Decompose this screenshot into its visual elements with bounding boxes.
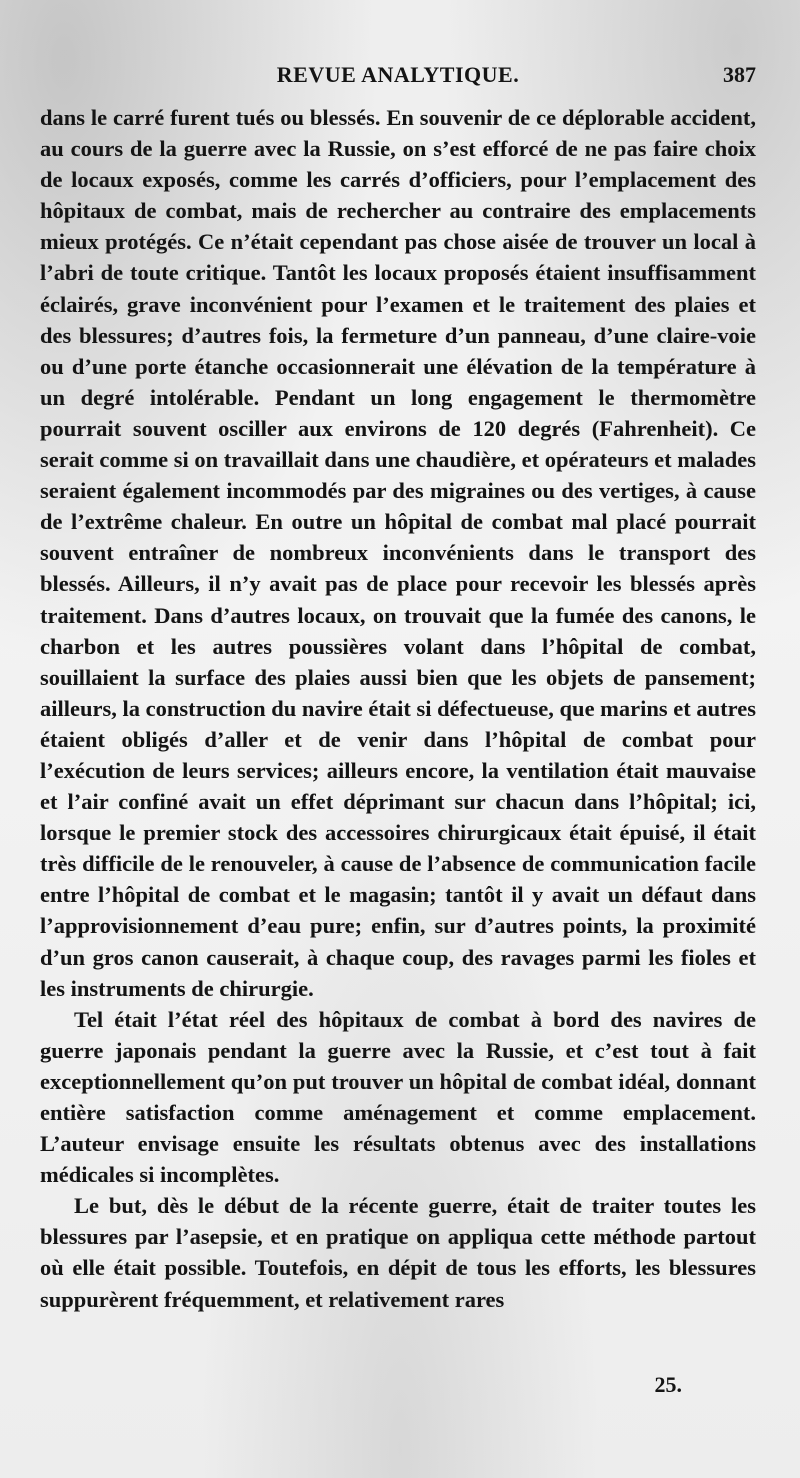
- paragraph-3: Le but, dès le début de la récente guerre, était de traiter toutes les blessures par l’asepsie, et en pratique on appliqua cette méthode partout où elle était possible. Toutefois, en dépit de tous les efforts, les blessures suppurèrent fréquemment, et relativement rares: [40, 1193, 756, 1312]
- paragraph-2: Tel était l’état réel des hôpitaux de combat à bord des navires de guerre japonais pendant la guerre avec la Russie, et c’est tout à fait exceptionnellement qu’on put trouver un hôpital de combat idéal, donnant entière satisfaction comme aménagement et comme emplacement. L’auteur envisage ensuite les résultats obtenus avec des installations médicales si incomplètes.: [40, 1006, 756, 1188]
- body-text: [40, 102, 756, 1315]
- running-title: REVUE ANALYTIQUE.: [276, 62, 520, 87]
- signature-mark: 25.: [654, 1372, 682, 1397]
- running-head: [40, 62, 756, 92]
- paragraph-1: dans le carré furent tués ou blessés. En souvenir de ce déplorable accident, au cours de la guerre avec la Russie, on s’est efforcé de ne pas faire choix de locaux exposés, comme les carrés d’officiers, pour l’emplacement des hôpitaux de combat, mais de rechercher au contraire des emplacements mieux protégés. Ce n’était cependant pas chose aisée de trouver un local à l’abri de toute critique. Tantôt les locaux proposés étaient insuffisamment éclairés, grave inconvénient pour l’examen et le traitement des plaies et des blessures; d’autres fois, la fermeture d’un panneau, d’une claire-voie ou d’une porte étanche occasionnerait une élévation de la température à un degré intolérable. Pendant un long engagement le thermomètre pourrait souvent osciller aux environs de 120 degrés (Fahrenheit). Ce serait comme si on travaillait dans une chaudière, et opérateurs et malades seraient également incommodés par des migraines ou des vertiges, à cause de l’extrême chaleur. En outre un hôpital de combat mal placé pourrait souvent entraîner de nombreux inconvénients dans le transport des blessés. Ailleurs, il n’y avait pas de place pour recevoir les blessés après traitement. Dans d’autres locaux, on trouvait que la fumée des canons, le charbon et les autres poussières volant dans l’hôpital de combat, souillaient la surface des plaies aussi bien que les objets de pansement; ailleurs, la construction du navire était si défectueuse, que marins et autres étaient obligés d’aller et de venir dans l’hôpital de combat pour l’exécution de leurs services; ailleurs encore, la ventilation était mauvaise et l’air confiné avait un effet déprimant sur chacun dans l’hôpital; ici, lorsque le premier stock des accessoires chirurgicaux était épuisé, il était très difficile de le renouveler, à cause de l’absence de communication facile entre l’hôpital de combat et le magasin; tantôt il y avait un défaut dans l’approvisionnement d’eau pure; enfin, sur d’autres points, la proximité d’un gros canon causerait, à chaque coup, des ravages parmi les fioles et les instruments de chirurgie.: [40, 105, 756, 1001]
- page-number: 387: [723, 62, 756, 87]
